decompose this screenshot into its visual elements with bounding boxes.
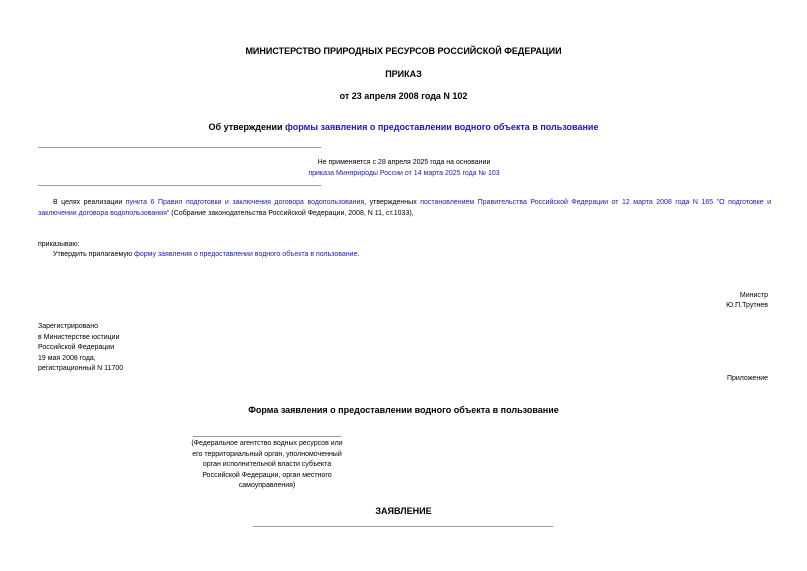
document-type: ПРИКАЗ <box>385 69 422 79</box>
appendix-label: Приложение <box>726 375 768 382</box>
preamble-text-3: (Собрание законодательства Российской Федерации, 2008, N 11, ст.1033), <box>169 209 414 217</box>
title-prefix: Об утверждении <box>208 122 286 132</box>
approve-paragraph <box>53 250 359 261</box>
registration-line: в Министерстве юстиции <box>38 333 120 341</box>
preamble-text-1: В целях реализации <box>53 199 126 206</box>
registration-line: Российской Федерации <box>38 344 115 351</box>
approve-suffix: . <box>357 251 360 258</box>
signature-role: Министр <box>739 292 768 299</box>
status-note-text: Не применяется с 28 апреля 2025 года на основании <box>317 159 491 166</box>
agency-caption-line: орган исполнительной власти субъекта <box>202 461 332 468</box>
agency-caption-line: самоуправления) <box>238 482 296 489</box>
title-form-link[interactable]: формы заявления о предоставлении водного объекта в пользование <box>285 122 599 132</box>
agency-caption-line: его территориальный орган, уполномоченный <box>192 450 342 458</box>
registration-block <box>38 322 123 375</box>
registration-line: регистрационный N 11700 <box>38 365 124 372</box>
application-rule <box>253 526 553 527</box>
preamble-paragraph <box>38 198 771 219</box>
registration-line: Зарегистрировано <box>38 323 98 330</box>
registration-line: 19 мая 2008 года, <box>38 354 96 362</box>
order-keyword: приказываю: <box>38 241 80 248</box>
agency-caption-line: (Федеральное агентство водных ресурсов или <box>191 440 343 447</box>
status-rule-top <box>38 147 321 148</box>
approve-prefix: Утвердить прилагаемую <box>53 251 135 258</box>
document-title <box>0 122 807 132</box>
agency-caption-line: Российской Федерации, орган местного <box>202 471 332 479</box>
approve-form-link[interactable]: форму заявления о предоставлении водного объекта в пользование <box>134 251 358 258</box>
agency-caption <box>173 439 361 492</box>
preamble-text-2: , утвержденных <box>364 199 421 206</box>
application-heading: ЗАЯВЛЕНИЕ <box>375 506 432 516</box>
agency-fill-rule <box>193 436 341 437</box>
ministry-heading: МИНИСТЕРСТВО ПРИРОДНЫХ РЕСУРСОВ РОССИЙСКОЙ ФЕДЕРАЦИИ <box>245 46 562 56</box>
government-decree-link[interactable]: постановлением Правительства Российской Федерации от 12 марта 2008 года N 165 "О подготовке и заключении договора водопользования" <box>38 199 772 217</box>
rules-item-link[interactable]: пункта 6 Правил подготовки и заключения договора водопользования <box>125 199 365 206</box>
status-rule-bottom <box>38 185 321 186</box>
signature-name: Ю.П.Трутнев <box>726 302 768 309</box>
status-note-link[interactable]: приказа Минприроды России от 14 марта 2025 года № 103 <box>308 170 500 177</box>
form-title: Форма заявления о предоставлении водного объекта в пользование <box>248 405 559 415</box>
document-date-number: от 23 апреля 2008 года N 102 <box>339 91 468 101</box>
